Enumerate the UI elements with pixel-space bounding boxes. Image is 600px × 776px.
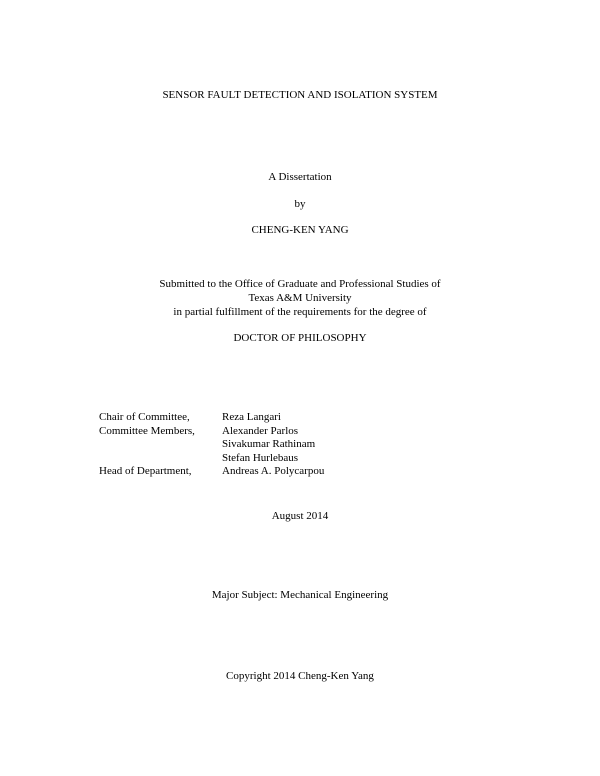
committee-role: Chair of Committee, <box>99 411 190 423</box>
committee-row <box>99 425 324 439</box>
document-type: A Dissertation <box>268 171 332 183</box>
committee-member-name: Stefan Hurlebaus <box>222 451 299 464</box>
major-subject: Major Subject: Mechanical Engineering <box>211 589 389 601</box>
author-name: CHENG-KEN YANG <box>251 224 349 236</box>
copyright-notice: Copyright 2014 Cheng-Ken Yang <box>226 670 374 682</box>
committee-member-name: Alexander Parlos <box>222 424 299 437</box>
committee-row <box>99 411 324 425</box>
committee-role <box>99 438 222 452</box>
committee-row <box>99 452 324 466</box>
committee-member-name: Reza Langari <box>222 411 281 423</box>
committee-role: Head of Department, <box>99 465 192 477</box>
submission-date: August 2014 <box>271 510 329 522</box>
submission-line-3: in partial fulfillment of the requirements for the degree of <box>173 306 427 318</box>
committee-role <box>99 452 222 466</box>
submission-line-2: Texas A&M University <box>248 292 352 304</box>
committee-member-name: Sivakumar Rathinam <box>222 438 316 450</box>
committee-role: Committee Members, <box>99 424 195 437</box>
committee-list <box>99 411 324 479</box>
by-label: by <box>294 198 306 210</box>
dissertation-title: SENSOR FAULT DETECTION AND ISOLATION SYSTEM <box>162 89 438 101</box>
degree-name: DOCTOR OF PHILOSOPHY <box>233 332 367 344</box>
committee-row <box>99 438 324 452</box>
committee-row <box>99 465 324 479</box>
submission-line-1: Submitted to the Office of Graduate and Professional Studies of <box>159 278 441 290</box>
committee-member-name: Andreas A. Polycarpou <box>222 465 325 477</box>
